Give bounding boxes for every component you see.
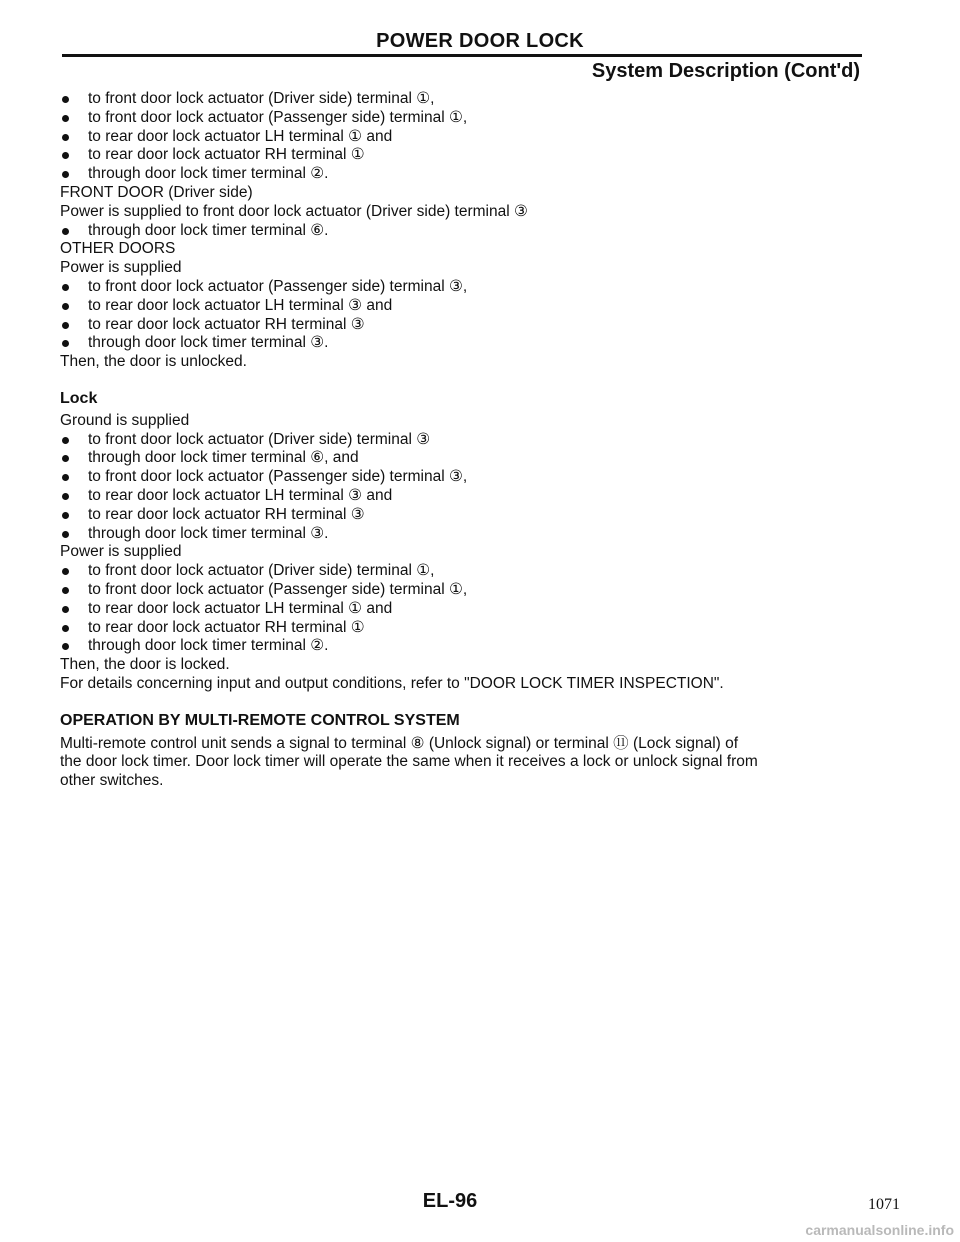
bullet-text: through door lock timer terminal ③. <box>88 524 329 542</box>
bullet-text: to front door lock actuator (Driver side) terminal ③ <box>88 430 431 448</box>
bullet-text: to rear door lock actuator LH terminal ③ and <box>88 296 393 314</box>
bullet-icon <box>62 322 69 329</box>
bullet-icon <box>62 228 69 235</box>
bullet-item <box>60 316 860 335</box>
bullet-text: through door lock timer terminal ⑥, and <box>88 449 359 467</box>
bullet-text: to rear door lock actuator RH terminal ③ <box>88 505 365 523</box>
bullet-icon <box>62 284 69 291</box>
bullet-item <box>60 506 860 525</box>
bullet-icon <box>62 455 69 462</box>
page-title: POWER DOOR LOCK <box>376 30 584 52</box>
bullet-text: to front door lock actuator (Passenger side) terminal ①, <box>88 108 468 126</box>
bullet-icon <box>62 115 69 122</box>
bullet-text: to front door lock actuator (Passenger side) terminal ③, <box>88 277 468 295</box>
bullet-icon <box>62 340 69 347</box>
text-line: Power is supplied <box>60 259 182 277</box>
bullet-icon <box>62 171 69 178</box>
bullet-item <box>60 90 860 109</box>
bullet-item <box>60 525 860 544</box>
text-line: FRONT DOOR (Driver side) <box>60 183 253 201</box>
bullet-text: to front door lock actuator (Driver side) terminal ①, <box>88 90 435 107</box>
section-heading: Lock <box>60 389 98 407</box>
bullet-item <box>60 600 860 619</box>
bullet-text: to rear door lock actuator RH terminal ① <box>88 146 365 164</box>
bullet-text: to rear door lock actuator LH terminal ① and <box>88 599 393 617</box>
bullet-icon <box>62 437 69 444</box>
bullet-text: through door lock timer terminal ⑥. <box>88 221 329 239</box>
bullet-text: to rear door lock actuator RH terminal ① <box>88 618 365 636</box>
bullet-icon <box>62 512 69 519</box>
text-line: Then, the door is unlocked. <box>60 353 247 371</box>
bullet-text: through door lock timer terminal ③. <box>88 334 329 352</box>
bullet-item <box>60 581 860 600</box>
bullet-item <box>60 637 860 656</box>
print-page-number: 1071 <box>868 1196 900 1213</box>
bullet-icon <box>62 303 69 310</box>
bullet-item <box>60 109 860 128</box>
bullet-text: to front door lock actuator (Passenger side) terminal ③, <box>88 468 468 486</box>
paragraph-line: Multi-remote control unit sends a signal to terminal ⑧ (Unlock signal) or terminal ⑪ (Lock signal) of <box>60 734 739 752</box>
text-line: Power is supplied <box>60 543 182 561</box>
text-line: For details concerning input and output conditions, refer to "DOOR LOCK TIMER INSPECTION". <box>60 674 724 692</box>
bullet-item <box>60 297 860 316</box>
paragraph-line: the door lock timer. Door lock timer will operate the same when it receives a lock or unlock signal from <box>60 753 758 771</box>
bullet-text: to front door lock actuator (Passenger side) terminal ①, <box>88 580 468 598</box>
bullet-item <box>60 222 860 241</box>
bullet-item <box>60 431 860 450</box>
bullet-icon <box>62 134 69 141</box>
bullet-item <box>60 334 860 353</box>
bullet-item <box>60 128 860 147</box>
bullet-icon <box>62 587 69 594</box>
bullet-icon <box>62 606 69 613</box>
section-heading: OPERATION BY MULTI-REMOTE CONTROL SYSTEM <box>60 711 460 729</box>
bullet-icon <box>62 493 69 500</box>
watermark-text: carmanualsonline.info <box>805 1222 954 1238</box>
bullet-icon <box>62 643 69 650</box>
bullet-text: through door lock timer terminal ②. <box>88 637 329 655</box>
bullet-item <box>60 165 860 184</box>
page-subtitle: System Description (Cont'd) <box>591 60 860 82</box>
bullet-icon <box>62 96 69 103</box>
bullet-item <box>60 468 860 487</box>
bullet-icon <box>62 625 69 632</box>
text-line: Power is supplied to front door lock actuator (Driver side) terminal ③ <box>60 202 528 220</box>
bullet-text: to rear door lock actuator LH terminal ① and <box>88 127 393 145</box>
text-line: OTHER DOORS <box>60 240 176 258</box>
bullet-text: to front door lock actuator (Driver side) terminal ①, <box>88 562 435 580</box>
bullet-item <box>60 146 860 165</box>
bullet-text: to rear door lock actuator LH terminal ③ and <box>88 486 393 504</box>
bullet-item <box>60 487 860 506</box>
bullet-text: through door lock timer terminal ②. <box>88 165 329 183</box>
paragraph-line: other switches. <box>60 772 164 790</box>
bullet-item <box>60 562 860 581</box>
bullet-text: to rear door lock actuator RH terminal ③ <box>88 315 365 333</box>
bullet-icon <box>62 568 69 575</box>
bullet-item <box>60 449 860 468</box>
text-line: Ground is supplied <box>60 411 190 429</box>
title-rule <box>62 54 862 57</box>
bullet-item <box>60 619 860 638</box>
bullet-item <box>60 278 860 297</box>
bullet-icon <box>62 531 69 538</box>
document-body <box>60 90 860 791</box>
text-line: Then, the door is locked. <box>60 656 230 674</box>
bullet-icon <box>62 152 69 159</box>
page-code: EL-96 <box>422 1190 478 1212</box>
bullet-icon <box>62 474 69 481</box>
